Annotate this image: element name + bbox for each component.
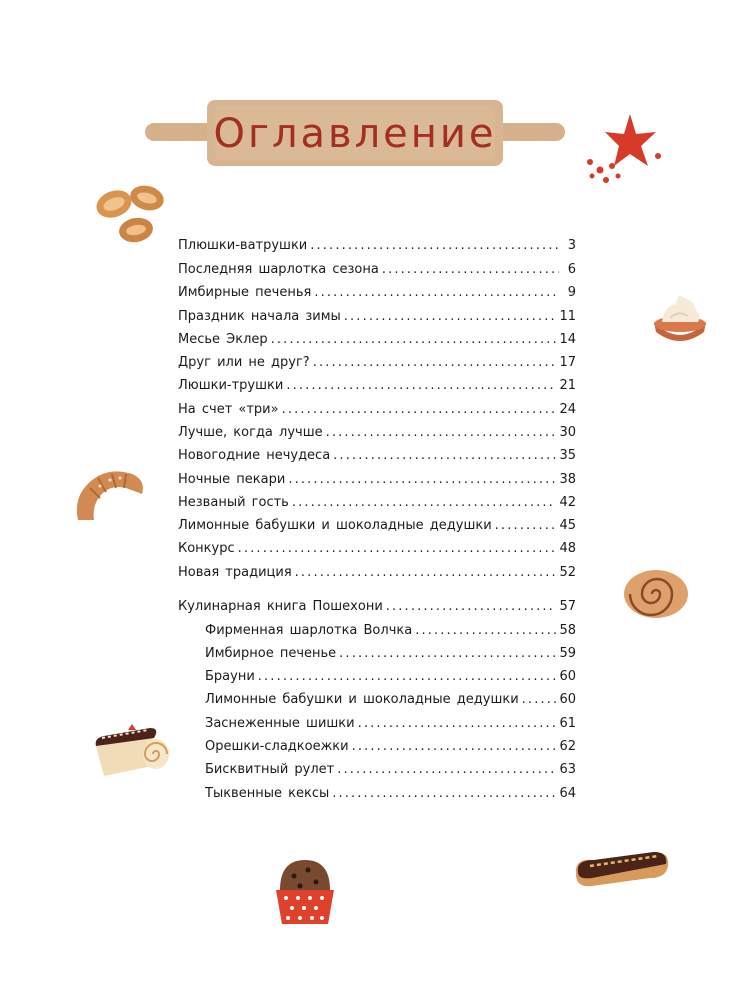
toc-subentry[interactable] (205, 716, 576, 732)
toc-entry-title: Заснеженные шишки (205, 716, 355, 731)
nut-cookies-icon (92, 178, 172, 250)
toc-entry-title: Брауни (205, 669, 255, 684)
toc-entry-page: 30 (559, 425, 576, 440)
toc-entry-page: 59 (559, 646, 576, 661)
toc-entry-page: 62 (559, 739, 576, 754)
toc-entry[interactable] (178, 262, 576, 278)
toc-entry-title: Имбирные печенья (178, 285, 312, 300)
toc-entry-page: 35 (559, 448, 576, 463)
croissant-icon (70, 462, 150, 528)
leader-dots (495, 518, 557, 534)
toc-entry-title: Месье Эклер (178, 332, 268, 347)
leader-dots (326, 425, 557, 441)
leader-dots (382, 262, 559, 278)
toc-entry-title: Ночные пекари (178, 472, 286, 487)
leader-dots (288, 472, 556, 488)
toc-subentry[interactable] (205, 692, 576, 708)
leader-dots (333, 448, 556, 464)
toc-entry-page: 52 (559, 565, 576, 580)
rolling-pin-title (145, 98, 565, 170)
toc-entry-page: 58 (559, 623, 576, 638)
toc-entry-cookbook[interactable] (178, 599, 576, 615)
toc-entry[interactable] (178, 285, 576, 301)
toc-entry-page: 60 (559, 692, 576, 707)
toc-entry[interactable] (178, 332, 576, 348)
toc-entry-title: Незваный гость (178, 495, 289, 510)
meringue-tart-icon (648, 288, 712, 348)
toc-entry-page: 24 (559, 402, 576, 417)
leader-dots (292, 495, 557, 511)
leader-dots (358, 716, 557, 732)
toc-entry[interactable] (178, 238, 576, 254)
toc-entry[interactable] (178, 309, 576, 325)
leader-dots (522, 692, 557, 708)
leader-dots (337, 762, 556, 778)
toc-entry-page: 14 (559, 332, 576, 347)
toc-entry[interactable] (178, 425, 576, 441)
cinnamon-roll-icon (620, 566, 692, 622)
toc-subentry[interactable] (205, 646, 576, 662)
toc-entry-title: Бисквитный рулет (205, 762, 335, 777)
leader-dots (258, 669, 557, 685)
toc-entry[interactable] (178, 402, 576, 418)
toc-entry-page: 17 (559, 355, 576, 370)
toc-entry[interactable] (178, 565, 576, 581)
leader-dots (339, 646, 556, 662)
eclair-icon (570, 838, 674, 892)
toc-entry-page: 57 (559, 599, 576, 614)
muffin-icon (272, 856, 338, 928)
star-icon (578, 110, 668, 190)
toc-entry-page: 21 (559, 378, 576, 393)
toc-entry-title: На счет «три» (178, 402, 279, 417)
leader-dots (310, 238, 559, 254)
toc-entry-page: 48 (559, 541, 576, 556)
toc-entry[interactable] (178, 472, 576, 488)
toc-entry-title: Орешки-сладкоежки (205, 739, 349, 754)
toc-entry-page: 64 (559, 786, 576, 801)
toc-entry-title: Фирменная шарлотка Волчка (205, 623, 413, 638)
toc-entry[interactable] (178, 518, 576, 534)
leader-dots (238, 541, 557, 557)
toc-subentry[interactable] (205, 739, 576, 755)
toc-entry-page: 60 (559, 669, 576, 684)
toc-entry[interactable] (178, 378, 576, 394)
toc-entry-title: Имбирное печенье (205, 646, 337, 661)
toc-entry-page: 11 (559, 309, 576, 324)
leader-dots (295, 565, 557, 581)
toc-entry-page: 45 (559, 518, 576, 533)
toc-entry-title: Кулинарная книга Пошехони (178, 599, 383, 614)
toc-entry-title: Друг или не друг? (178, 355, 310, 370)
leader-dots (352, 739, 557, 755)
leader-dots (282, 402, 557, 418)
leader-dots (415, 623, 556, 639)
toc-subentry[interactable] (205, 623, 576, 639)
leader-dots (344, 309, 557, 325)
leader-dots (386, 599, 557, 615)
toc-entry-title: Конкурс (178, 541, 235, 556)
toc-entry[interactable] (178, 495, 576, 511)
toc-subentry[interactable] (205, 786, 576, 802)
toc-entry-page: 42 (559, 495, 576, 510)
toc-entry-page: 9 (567, 285, 576, 300)
toc-entry-title: Новая традиция (178, 565, 292, 580)
toc-entry-title: Люшки-трушки (178, 378, 284, 393)
toc-entry-title: Лучше, когда лучше (178, 425, 323, 440)
leader-dots (271, 332, 557, 348)
toc-entry-title: Праздник начала зимы (178, 309, 341, 324)
toc-entry-title: Новогодние нечудеса (178, 448, 331, 463)
toc-entry-title: Лимонные бабушки и шоколадные дедушки (205, 692, 519, 707)
toc-entry-page: 61 (559, 716, 576, 731)
toc-subentry[interactable] (205, 762, 576, 778)
toc-entry-page: 3 (567, 238, 576, 253)
toc-entry-page: 63 (559, 762, 576, 777)
toc-entry-title: Лимонные бабушки и шоколадные дедушки (178, 518, 492, 533)
toc-entry[interactable] (178, 541, 576, 557)
toc-entry-title: Последняя шарлотка сезона (178, 262, 379, 277)
toc-entry-page: 6 (567, 262, 576, 277)
toc-subentry[interactable] (205, 669, 576, 685)
leader-dots (286, 378, 556, 394)
toc-entry-page: 38 (559, 472, 576, 487)
page-title: Оглавление (213, 111, 497, 157)
toc-entry-title: Плюшки-ватрушки (178, 238, 308, 253)
toc-entry[interactable] (178, 448, 576, 464)
toc-entry[interactable] (178, 355, 576, 371)
toc-entry-title: Тыквенные кексы (205, 786, 330, 801)
swiss-roll-icon (88, 724, 174, 782)
leader-dots (314, 285, 559, 301)
leader-dots (313, 355, 557, 371)
leader-dots (332, 786, 556, 802)
